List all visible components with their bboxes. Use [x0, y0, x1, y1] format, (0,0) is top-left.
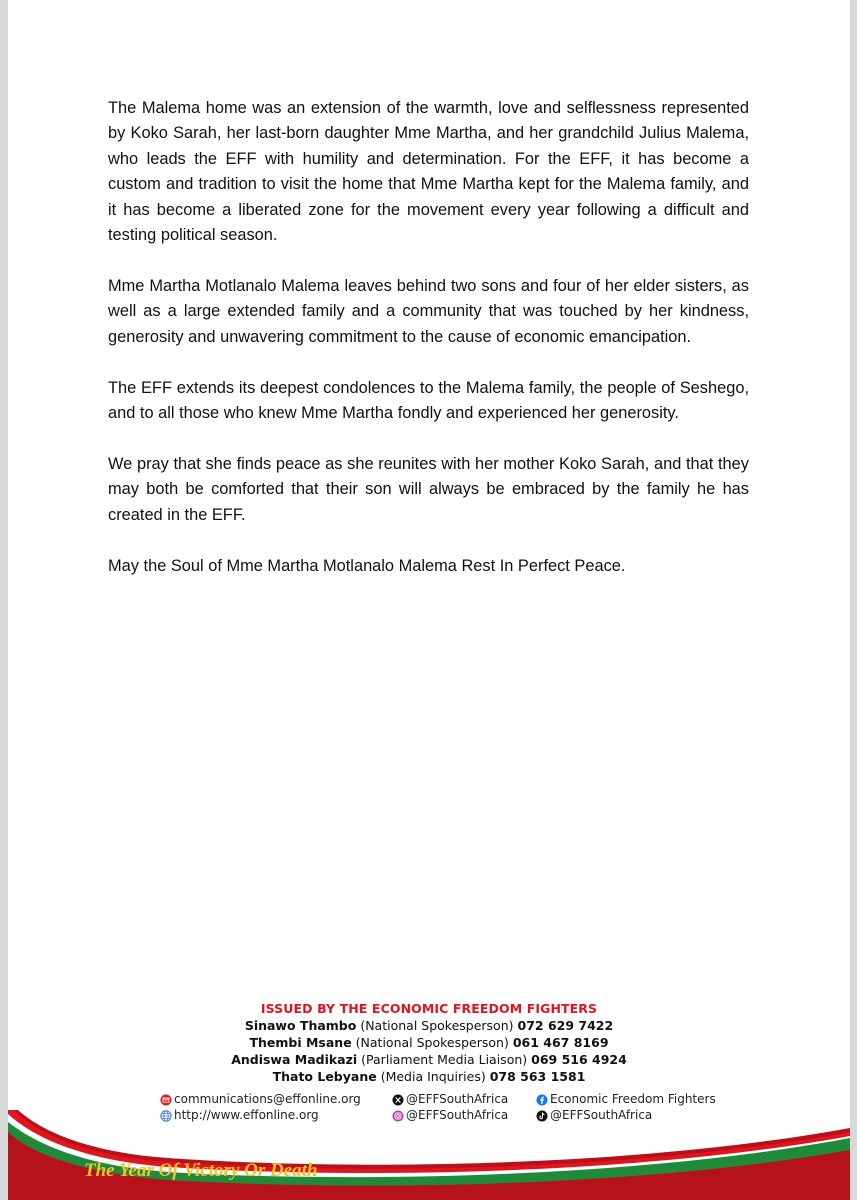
- contact-tiktok[interactable]: [536, 1108, 652, 1123]
- contact-list: [8, 1092, 850, 1132]
- x-icon: [392, 1094, 404, 1106]
- tiktok-icon: [536, 1110, 548, 1122]
- email-icon: [160, 1094, 172, 1106]
- spokesperson-name: Andiswa Madikazi: [231, 1052, 358, 1067]
- spokesperson-line: [8, 1051, 850, 1068]
- contact-facebook[interactable]: [536, 1092, 716, 1107]
- spokesperson-role: (National Spokesperson): [360, 1018, 514, 1033]
- slogan: The Year Of Victory Or Death: [84, 1160, 318, 1181]
- spokesperson-role: (National Spokesperson): [355, 1035, 509, 1050]
- paragraph-1: The Malema home was an extension of the warmth, love and selflessness represented by Koko Sarah, her last-born daughter Mme Martha, and her grandchild Julius Malema, who leads the EFF with humility and determination. For the EFF, it has become a custom and tradition to visit the home that Mme Martha kept for the Malema family, and it has become a liberated zone for the movement every year following a difficult and testing political season.: [108, 99, 749, 245]
- contact-website[interactable]: [160, 1108, 319, 1123]
- contact-email[interactable]: [160, 1092, 361, 1107]
- website-text: http://www.effonline.org: [174, 1108, 319, 1122]
- spokesperson-role: (Parliament Media Liaison): [361, 1052, 528, 1067]
- paragraph-5: May the Soul of Mme Martha Motlanalo Malema Rest In Perfect Peace.: [108, 556, 626, 575]
- spokesperson-line: [8, 1068, 850, 1085]
- spokesperson-phone: 078 563 1581: [489, 1069, 586, 1084]
- spokesperson-name: Thato Lebyane: [272, 1069, 377, 1084]
- footer: [8, 1000, 850, 1200]
- instagram-handle: @EFFSouthAfrica: [406, 1108, 509, 1122]
- x-handle: @EFFSouthAfrica: [406, 1092, 509, 1106]
- contact-x[interactable]: [392, 1092, 508, 1107]
- globe-icon: [160, 1110, 172, 1122]
- facebook-page: Economic Freedom Fighters: [550, 1092, 716, 1106]
- spokesperson-line: [8, 1017, 850, 1034]
- issued-by-title: ISSUED BY THE ECONOMIC FREEDOM FIGHTERS: [260, 1001, 598, 1016]
- tiktok-handle: @EFFSouthAfrica: [550, 1108, 653, 1122]
- paragraph-4: We pray that she finds peace as she reunites with her mother Koko Sarah, and that they may both be comforted that their son will always be embraced by the family he has created in the EFF.: [108, 454, 749, 524]
- spokesperson-phone: 061 467 8169: [512, 1035, 609, 1050]
- instagram-icon: [392, 1110, 404, 1122]
- spokesperson-name: Thembi Msane: [249, 1035, 352, 1050]
- paragraph-2: Mme Martha Motlanalo Malema leaves behind two sons and four of her elder sisters, as well as a large extended family and a community that was touched by her kindness, generosity and unwavering commitment to the cause of economic emancipation.: [108, 276, 749, 346]
- email-text: communications@effonline.org: [174, 1092, 361, 1106]
- statement-body: [108, 96, 749, 605]
- spokesperson-phone: 069 516 4924: [531, 1052, 627, 1067]
- spokesperson-line: [8, 1034, 850, 1051]
- issued-by-block: [8, 1000, 850, 1085]
- spokesperson-name: Sinawo Thambo: [244, 1018, 357, 1033]
- spokesperson-role: (Media Inquiries): [380, 1069, 486, 1084]
- facebook-icon: [536, 1094, 548, 1106]
- spokesperson-phone: 072 629 7422: [517, 1018, 614, 1033]
- paragraph-3: The EFF extends its deepest condolences to the Malema family, the people of Seshego, and to all those who knew Mme Martha fondly and experienced her generosity.: [108, 378, 749, 423]
- document-page: [8, 0, 850, 1200]
- contact-instagram[interactable]: [392, 1108, 508, 1123]
